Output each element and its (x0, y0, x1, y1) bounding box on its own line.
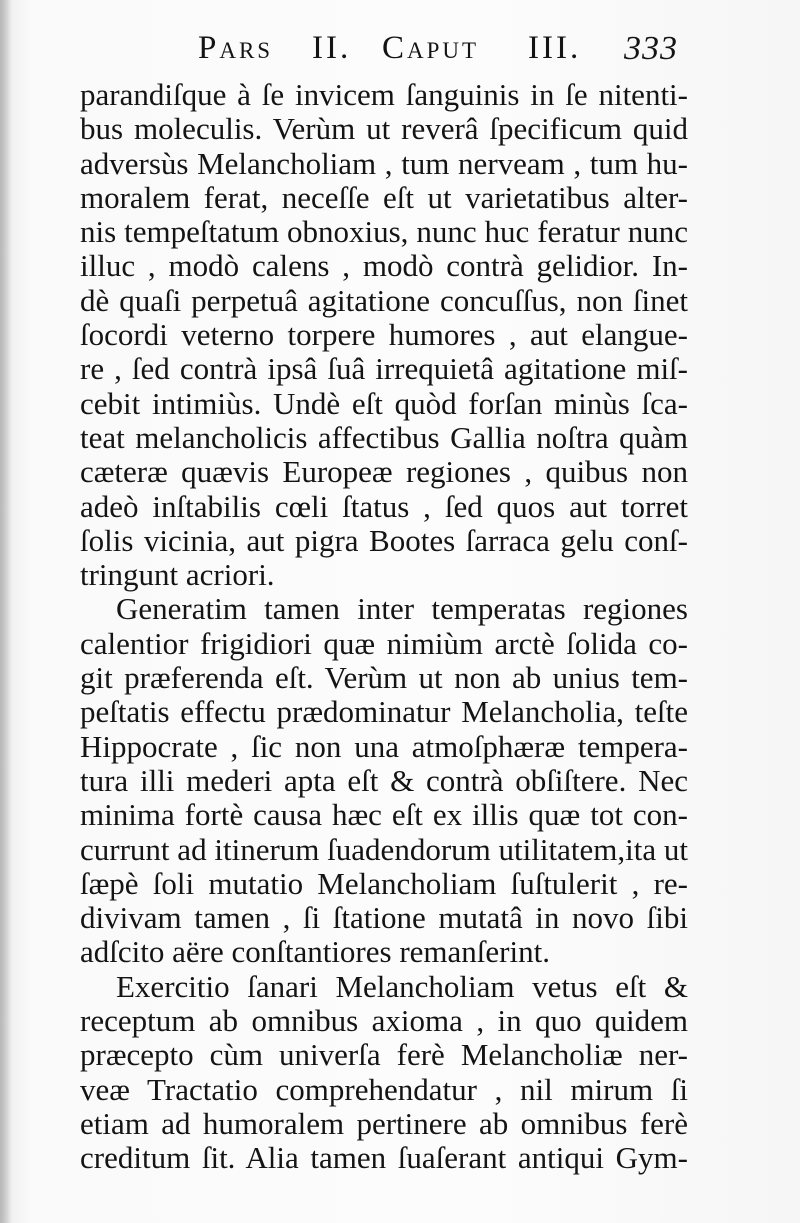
gutter-shadow (0, 0, 12, 1223)
text-line: cæteræ quævis Europeæ regiones , quibus non (80, 455, 688, 490)
text-line: ſolis vicinia, aut pigra Bootes ſarraca gelu conſ- (80, 523, 688, 558)
text-line: ſæpè ſoli mutatio Melancholiam ſuſtulerit , re- (80, 866, 688, 901)
text-line: bus moleculis. Verùm ut reverâ ſpecificum quid (80, 112, 688, 147)
text-line: minima fortè causa hæc eſt ex illis quæ tot con- (80, 798, 688, 833)
running-header (198, 30, 718, 78)
text-line: præcepto cùm univerſa ferè Melancholiæ ner- (80, 1038, 688, 1073)
text-line: illuc , modò calens , modò contrà gelidior. In- (80, 249, 688, 284)
text-line: tura illi mederi apta eſt & contrà obſiſtere. Nec (80, 763, 688, 798)
text-line: git præferenda eſt. Verùm ut non ab unius tem- (80, 661, 688, 696)
text-line: Generatim tamen inter temperatas regiones (116, 592, 688, 627)
text-line: Exercitio ſanari Melancholiam vetus eſt & (116, 969, 688, 1004)
text-line: adeò inſtabilis cœli ſtatus , ſed quos aut torret (80, 489, 688, 524)
text-line: cebit intimiùs. Undè eſt quòd forſan minùs ſca- (80, 386, 688, 421)
header-pars-smallcaps: ARS (219, 38, 274, 63)
text-line: divivam tamen , ſi ſtatione mutatâ in novo ſibi (80, 901, 688, 936)
page-number: 333 (624, 30, 678, 67)
text-line: parandiſque à ſe invicem ſanguinis in ſe nitenti- (80, 78, 688, 112)
text-line: peſtatis effectu prædominatur Melancholia, teſte (80, 695, 688, 730)
text-line: adſcito aëre conſtantiores remanſerint. (80, 935, 550, 970)
text-line: Hippocrate , ſic non una atmoſphæræ tempera- (80, 729, 688, 764)
header-pars-initial: P (198, 30, 220, 66)
header-pars-number: II. (312, 30, 352, 66)
paragraph-1 (80, 78, 688, 592)
text-line: dè quaſi perpetuâ agitatione concuſſus, non ſinet (80, 283, 688, 318)
text-line: receptum ab omnibus axioma , in quo quidem (80, 1004, 688, 1039)
text-line: tringunt acriori. (80, 558, 275, 593)
text-line: adversùs Melancholiam , tum nerveam , tum hu- (80, 146, 688, 181)
header-caput-number: III. (528, 30, 582, 66)
text-line: moralem ferat, neceſſe eſt ut varietatibus alter- (80, 180, 688, 215)
paragraph-2 (80, 592, 688, 969)
text-line: ſocordi veterno torpere humores , aut elangue- (80, 318, 688, 353)
text-line: teat melancholicis affectibus Gallia noſtra quàm (80, 420, 688, 455)
text-line: currunt ad itinerum ſuadendorum utilitatem,ita ut (80, 832, 688, 867)
paragraph-3 (80, 970, 688, 1176)
text-line: veæ Tractatio comprehendatur , nil mirum ſi (80, 1072, 688, 1107)
header-caput (382, 30, 479, 67)
text-line: nis tempeſtatum obnoxius, nunc huc feratur nunc (80, 215, 688, 250)
text-line: etiam ad humoralem pertinere ab omnibus ferè (80, 1106, 688, 1141)
text-line: creditum ſit. Alia tamen ſuaſerant antiqui Gym- (80, 1141, 688, 1176)
text-line: re , ſed contrà ipsâ ſuâ irrequietâ agitatione miſ- (80, 352, 688, 387)
text-line: calentior frigidiori quæ nimiùm arctè ſolida co- (80, 626, 688, 661)
header-pars (198, 30, 273, 67)
header-caput-smallcaps: APUT (407, 38, 480, 63)
body-text (80, 78, 688, 1176)
header-caput-initial: C (382, 30, 408, 66)
